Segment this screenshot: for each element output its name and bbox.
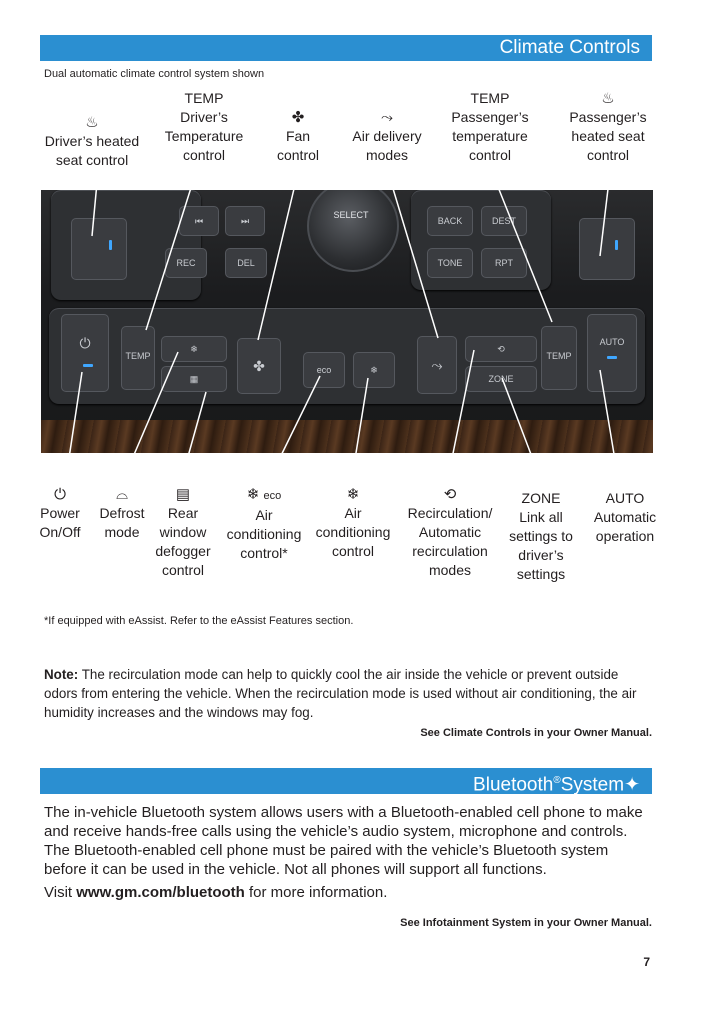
power-icon: ⏻ <box>54 486 66 503</box>
bluetooth-link[interactable]: www.gm.com/bluetooth <box>76 884 245 901</box>
label-passengers-heated-seat: ♨ Passenger’s heated seat control <box>556 89 660 165</box>
label-passengers-temp: TEMP Passenger’s temperature control <box>451 90 529 163</box>
auto-button[interactable]: AUTO <box>587 314 637 392</box>
snowflake-icon: ❄ <box>346 486 360 503</box>
label-rear-defogger: ▤ Rear window defogger control <box>152 485 214 580</box>
eassist-footnote: *If equipped with eAssist. Refer to the eAssist Features section. <box>44 615 354 627</box>
label-ac-eco: ❄ eco Air conditioning control* <box>224 485 304 563</box>
tone-button[interactable]: TONE <box>427 248 473 278</box>
recirculation-icon: ⟲ <box>443 486 457 503</box>
drivers-seat-led <box>109 240 112 250</box>
climate-controls-title: Climate Controls <box>499 37 640 58</box>
label-drivers-heated-seat: ♨ Driver’s heated seat control <box>40 113 144 170</box>
ac-button[interactable]: ❄ <box>353 352 395 388</box>
fan-rocker[interactable]: ✤ <box>237 338 281 394</box>
label-fan: ✤ Fan control <box>268 108 328 165</box>
dest-button[interactable]: DEST <box>481 206 527 236</box>
del-button[interactable]: DEL <box>225 248 267 278</box>
climate-controls-header <box>40 35 652 61</box>
label-defrost: ⌓ Defrost mode <box>94 485 150 542</box>
select-label: SELECT <box>333 210 369 220</box>
defrost-button[interactable]: ❄ <box>161 336 227 362</box>
bluetooth-mark-icon: ✦ <box>624 774 640 796</box>
label-air-delivery: ⤳ Air delivery modes <box>344 108 430 165</box>
passengers-heated-seat-button[interactable] <box>579 218 635 280</box>
label-ac: ❄ Air conditioning control <box>312 485 394 561</box>
page-number: 7 <box>643 955 650 969</box>
air-delivery-icon: ⤳ <box>380 109 393 126</box>
snowflake-eco-icon: ❄ eco <box>246 486 282 503</box>
prev-track-button[interactable]: ⏮ <box>179 206 219 236</box>
select-knob[interactable] <box>307 190 399 272</box>
rec-button[interactable]: REC <box>165 248 207 278</box>
heated-seat-icon: ♨ <box>85 114 99 131</box>
drivers-temp-rocker[interactable]: TEMP <box>121 326 155 390</box>
power-button[interactable]: ⏻ <box>61 314 109 392</box>
passengers-temp-rocker[interactable]: TEMP <box>541 326 577 390</box>
label-recirculation: ⟲ Recirculation/ Automatic recirculation modes <box>404 485 496 580</box>
passengers-seat-led <box>615 240 618 250</box>
label-drivers-temp: TEMP Driver’s Temperature control <box>164 90 244 163</box>
bluetooth-owner-manual-ref: See Infotainment System in your Owner Manual. <box>400 917 652 929</box>
label-power: ⏻ Power On/Off <box>39 486 81 540</box>
recirculation-note: Note: The recirculation mode can help to quickly cool the air inside the vehicle or prevent outside odors from entering the vehicle. When the recirculation mode is used without air conditioning, the air humidity increases and the windows may fog. <box>44 667 637 720</box>
power-led <box>83 364 93 367</box>
bluetooth-header: Bluetooth®System✦ <box>40 768 652 794</box>
defrost-icon: ⌓ <box>116 486 128 503</box>
fan-icon: ✤ <box>291 109 305 126</box>
label-zone: ZONE Link all settings to driver’s settings <box>509 490 573 582</box>
recirculation-button[interactable]: ⟲ <box>465 336 537 362</box>
rpt-button[interactable]: RPT <box>481 248 527 278</box>
rear-defogger-button[interactable]: ▦ <box>161 366 227 392</box>
drivers-heated-seat-button[interactable] <box>71 218 127 280</box>
air-delivery-rocker[interactable]: ⤳ <box>417 336 457 394</box>
back-button[interactable]: BACK <box>427 206 473 236</box>
heated-seat-icon: ♨ <box>601 90 615 107</box>
bluetooth-visit-line: Visit www.gm.com/bluetooth for more information. <box>44 884 388 901</box>
climate-panel-photo <box>41 190 653 453</box>
rear-defogger-icon: ▤ <box>175 486 191 503</box>
auto-led <box>607 356 617 359</box>
bluetooth-title: Bluetooth <box>473 774 554 796</box>
bluetooth-body: The in-vehicle Bluetooth system allows users with a Bluetooth-enabled cell phone to make and receive hands-free calls using the vehicle’s audio system, microphone and controls. The Bluetooth-enabled cell phone must be paired with the vehicle’s Bluetooth system before it can be used in the vehicle. Not all phones will support all functions. Visit www.gm.com/bluetooth for more information. <box>44 803 654 902</box>
photo-caption: Dual automatic climate control system shown <box>44 68 265 80</box>
ac-eco-button[interactable]: eco <box>303 352 345 388</box>
wood-trim <box>41 420 653 453</box>
climate-owner-manual-ref: See Climate Controls in your Owner Manual. <box>420 727 652 739</box>
next-track-button[interactable]: ⏭ <box>225 206 265 236</box>
label-auto: AUTO Automatic operation <box>593 490 657 544</box>
zone-button[interactable]: ZONE <box>465 366 537 392</box>
